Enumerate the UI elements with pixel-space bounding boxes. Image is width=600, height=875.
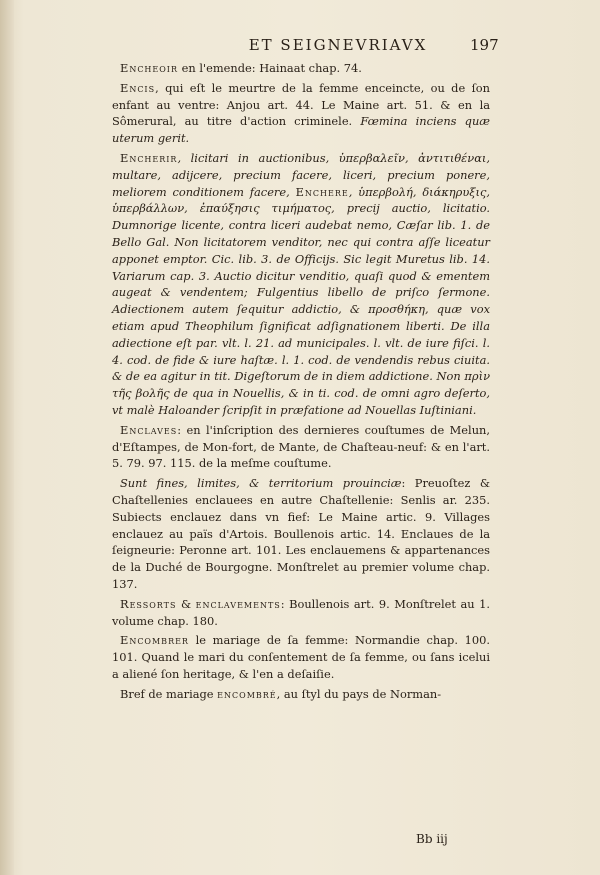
text-run: , au ſtyl du pays de Norman- [276,686,442,701]
text-run: Sunt fines, limites, & territorium prouinciæ [120,476,402,491]
text-run: Fœmina inciens quæ uterum gerit. [112,114,490,146]
text-run: Enclaves [120,422,178,437]
entry-encherir [112,150,490,419]
text-run: & [176,596,196,611]
text-run: le mariage de ſa femme: Normandie chap. 100. 101. Quand le mari du conſentement de ſa femme, ou ſans icelui a aliené ſon heritage, & l'en a deſaiſie. [112,633,490,681]
text-run: , ὑπερβολή, διάκηρυξις, ὑπερβάλλων, ἐπαύξησις τιμήματος, precij auctio, licitatio. Dumnorige licente, contra liceri audebat nemo, Cæſar lib. 1. de Bello Gal. Non licitatorem venditor, nec qui contra aſſe liceatur apponet emptor. Cic. lib. 3. de Officijs. Sic legit Muretus lib. 14. Variarum cap. 3. Auctio dicitur venditio, quaſi quod & ementem augeat & vendentem; Fulgentius libello de priſco ſermone. Adiectionem autem ſequitur addictio, & προσθήκη, quæ vox etiam apud Theophilum ſignificat adſignationem liberti. De illa adiectione eſt par. vlt. l. 21. ad municipales. l. vlt. de iure fiſci. l. 4. cod. de fide & iure haſtæ. l. 1. cod. de vendendis rebus ciuita. & de ea agitur in tit. Digeſtorum de in diem addictione. Non πρὶν τῆς βολῆς de qua in Nouellis, & in ti. cod. de omni agro deſerto, vt malè Haloander ſcripſit in præfatione ad Nouellas Iuſtiniani. [112,184,490,417]
signature-mark: Bb iij [416,832,448,846]
entry-encis [112,80,490,147]
entry-encheoir [112,60,490,77]
binding-gutter [0,0,14,875]
text-run: : en l'inſcription des dernieres couſtumes de Melun, d'Eſtampes, de Mon-fort, de Mante, de Chaſteau-neuf: & en l'art. 5. 79. 97. 115. de la meſme couſtume. [112,422,490,471]
text-run: : Boullenois art. 9. Monſtrelet au 1. volume chap. 180. [112,596,490,628]
text-run: en l'emende: Hainaat chap. 74. [178,61,362,75]
entry-bref-de-mariage [112,686,490,703]
entry-fines-limites [112,475,490,593]
body-text [112,60,490,705]
text-run: Encis [120,80,156,95]
text-run: Encheoir [120,61,178,75]
text-run: Ressorts [120,596,177,611]
text-run: , licitari in auctionibus, ὑπερβαλεῖν, ἀντιτιθέναι, multare, adijcere, precium facere, liceri, precium ponere, meliorem conditionem facere, [112,150,490,199]
text-run: : Preuoſtez & Chaſtellenies enclauees en autre Chaſtellenie: Senlis ar. 235. Subiects enclauez dans vn fief: Le Maine artic. 9. Villages enclauez au païs d'Artois. Boullenois artic. 14. Enclaues de la ſeigneurie: Peronne art. 101. Les enclauemens & appartenances de la Duché de Bourgogne. Monſtrelet au premier volume chap. 137. [112,476,490,591]
entry-ressorts [112,596,490,630]
entry-enclaves [112,422,490,472]
text-run: Enchere [295,184,349,199]
text-run: Bref de mariage [120,686,218,701]
text-run: Encombrer [120,633,189,648]
page-number: 197 [470,36,499,54]
text-run: encombré [217,686,277,701]
running-head: ET SEIGNEVRIAVX [248,36,428,54]
text-run: Encherir [120,150,178,165]
text-run: enclavements [195,596,281,611]
text-run: , qui eſt le meurtre de la femme enceincte, ou de ſon enfant au ventre: Anjou art. 44. Le Maine art. 51. & en la Sômerural, au titre d'action criminele. [112,80,490,129]
entry-encombrer [112,632,490,682]
